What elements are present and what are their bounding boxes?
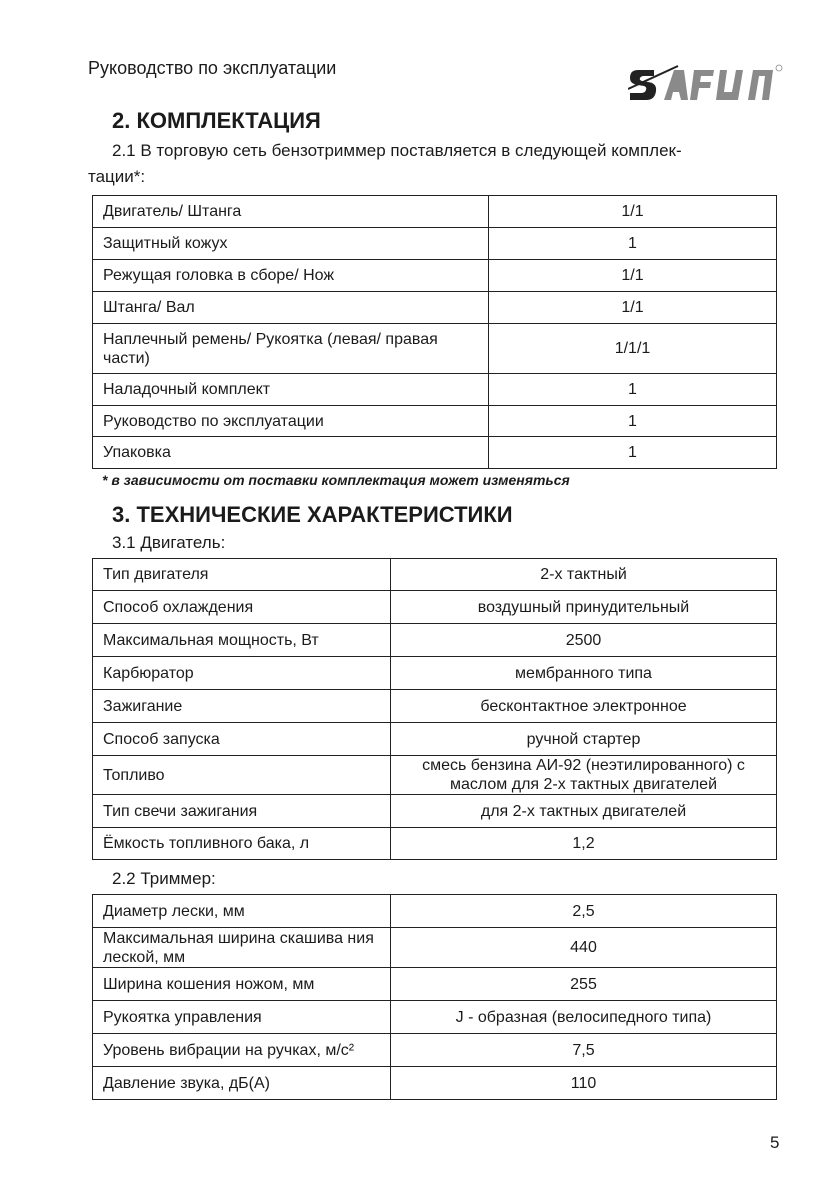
engine-subheading: 3.1 Двигатель: <box>112 533 226 552</box>
table-row <box>93 795 777 828</box>
footnote: * в зависимости от поставки комплектация может изменяться <box>102 472 570 488</box>
table-row <box>93 895 777 928</box>
table-row <box>93 1034 777 1067</box>
spec-value: 2500 <box>391 624 777 657</box>
spec-name: Режущая головка в сборе/ Нож <box>93 260 489 292</box>
spec-name: Тип свечи зажигания <box>93 795 391 828</box>
section-3-heading: 3. ТЕХНИЧЕСКИЕ ХАРАКТЕРИСТИКИ <box>112 502 513 527</box>
table-row <box>93 1067 777 1100</box>
spec-value: 7,5 <box>391 1034 777 1067</box>
spec-value: 1/1 <box>489 196 777 228</box>
spec-value: смесь бензина АИ-92 (неэтилированного) с маслом для 2-х тактных двигателей <box>391 756 777 795</box>
table-row <box>93 406 777 437</box>
spec-value: для 2-х тактных двигателей <box>391 795 777 828</box>
engine-specs-table <box>92 558 777 860</box>
spec-value: воздушный принудительный <box>391 591 777 624</box>
spec-value: 255 <box>391 968 777 1001</box>
safun-logo <box>628 62 784 104</box>
spec-name: Упаковка <box>93 437 489 469</box>
package-contents-table <box>92 195 777 469</box>
table-row <box>93 968 777 1001</box>
table-row <box>93 624 777 657</box>
table-row <box>93 828 777 860</box>
spec-value: мембранного типа <box>391 657 777 690</box>
table-row <box>93 657 777 690</box>
table-row <box>93 690 777 723</box>
spec-value: 440 <box>391 928 777 968</box>
spec-name: Наладочный комплект <box>93 374 489 406</box>
spec-name: Двигатель/ Штанга <box>93 196 489 228</box>
spec-value: 1 <box>489 406 777 437</box>
header-title: Руководство по эксплуатации <box>88 58 337 78</box>
table-row <box>93 1001 777 1034</box>
spec-value: 1,2 <box>391 828 777 860</box>
table-row <box>93 437 777 469</box>
spec-value: ручной стартер <box>391 723 777 756</box>
spec-name: Зажигание <box>93 690 391 723</box>
table-row <box>93 756 777 795</box>
table-row <box>93 723 777 756</box>
section-2-heading: 2. КОМПЛЕКТАЦИЯ <box>112 108 321 133</box>
spec-value: 1/1 <box>489 292 777 324</box>
spec-name: Рукоятка управления <box>93 1001 391 1034</box>
table-row <box>93 324 777 374</box>
spec-name: Диаметр лески, мм <box>93 895 391 928</box>
trimmer-subheading: 2.2 Триммер: <box>112 869 216 888</box>
spec-name: Давление звука, дБ(А) <box>93 1067 391 1100</box>
spec-name: Руководство по эксплуатации <box>93 406 489 437</box>
spec-name: Ёмкость топливного бака, л <box>93 828 391 860</box>
spec-value: 1/1 <box>489 260 777 292</box>
spec-name: Максимальная мощность, Вт <box>93 624 391 657</box>
spec-name: Штанга/ Вал <box>93 292 489 324</box>
spec-value: 110 <box>391 1067 777 1100</box>
spec-name: Ширина кошения ножом, мм <box>93 968 391 1001</box>
spec-name: Тип двигателя <box>93 559 391 591</box>
spec-name: Способ охлаждения <box>93 591 391 624</box>
table-row <box>93 196 777 228</box>
spec-name: Карбюратор <box>93 657 391 690</box>
spec-value: 2,5 <box>391 895 777 928</box>
table-row <box>93 928 777 968</box>
spec-value: 2-х тактный <box>391 559 777 591</box>
spec-value: 1 <box>489 437 777 469</box>
spec-name: Максимальная ширина скашива ния леской, мм <box>93 928 391 968</box>
spec-name: Способ запуска <box>93 723 391 756</box>
table-row <box>93 228 777 260</box>
table-row <box>93 292 777 324</box>
spec-value: J - образная (велосипедного типа) <box>391 1001 777 1034</box>
safun-logo-mark <box>628 65 782 100</box>
spec-name: Топливо <box>93 756 391 795</box>
table-row <box>93 260 777 292</box>
table-row <box>93 374 777 406</box>
spec-name: Защитный кожух <box>93 228 489 260</box>
section-2-intro: 2.1 В торговую сеть бензотриммер поставляется в следующей комплек- <box>112 141 682 160</box>
trimmer-specs-table <box>92 894 777 1100</box>
spec-value: бесконтактное электронное <box>391 690 777 723</box>
spec-name: Уровень вибрации на ручках, м/с² <box>93 1034 391 1067</box>
spec-name: Наплечный ремень/ Рукоятка (левая/ правая части) <box>93 324 489 374</box>
section-2-intro-cont: тации*: <box>88 167 146 186</box>
table-row <box>93 591 777 624</box>
spec-value: 1 <box>489 374 777 406</box>
spec-value: 1/1/1 <box>489 324 777 374</box>
spec-value: 1 <box>489 228 777 260</box>
table-row <box>93 559 777 591</box>
page-number: 5 <box>770 1133 780 1152</box>
